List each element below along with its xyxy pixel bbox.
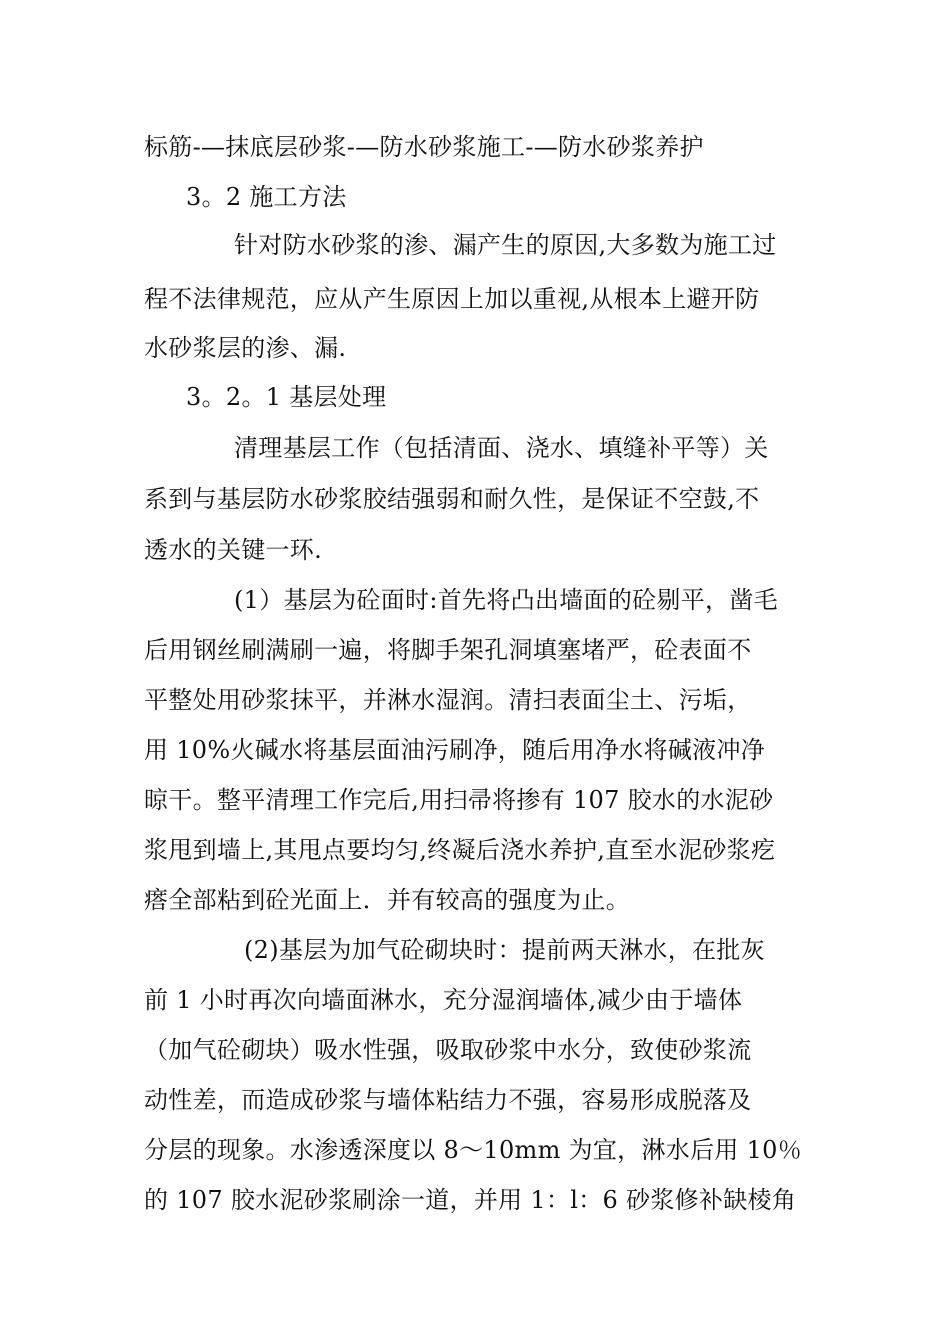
text-line: 系到与基层防水砂浆胶结强弱和耐久性，是保证不空鼓,不 (144, 485, 760, 513)
text-line-process-flow: 标筋-—抹底层砂浆-—防水砂浆施工-—防水砂浆养护 (144, 133, 704, 161)
text-line: 瘩全部粘到砼光面上．并有较高的强度为止。 (144, 886, 630, 914)
text-line: 平整处用砂浆抹平，并淋水湿润。清扫表面尘土、污垢， (144, 686, 752, 714)
text-line: 清理基层工作（包括清面、浇水、填缝补平等）关 (234, 434, 769, 462)
text-line: 动性差，而造成砂浆与墙体粘结力不强，容易形成脱落及 (144, 1086, 752, 1114)
text-line-item-2: (2)基层为加气砼砌块时：提前两天淋水，在批灰 (244, 936, 765, 964)
text-line: 浆甩到墙上,其甩点要均匀,终凝后浇水养护,直至水泥砂浆疙 (144, 836, 776, 864)
text-line: 前 1 小时再次向墙面淋水，充分湿润墙体,减少由于墙体 (144, 986, 743, 1014)
text-line: （加气砼砌块）吸水性强，吸取砂浆中水分，致使砂浆流 (144, 1036, 752, 1064)
text-line: 后用钢丝刷满刷一遍，将脚手架孔洞填塞堵严，砼表面不 (144, 636, 752, 664)
text-line: 分层的现象。水渗透深度以 8～10mm 为宜，淋水后用 10％ (144, 1136, 803, 1164)
text-line: 的 107 胶水泥砂浆刷涂一道，并用 1：l：6 砂浆修补缺棱角 (144, 1186, 797, 1214)
text-line: 水砂浆层的渗、漏. (144, 334, 347, 362)
heading-base-treatment: 3。2。1 基层处理 (186, 383, 387, 411)
text-line: 用 10%火碱水将基层面油污刷净，随后用净水将碱液冲净 (144, 736, 766, 764)
text-line: 程不法律规范，应从产生原因上加以重视,从根本上避开防 (144, 285, 760, 313)
text-line-item-1: (1）基层为砼面时:首先将凸出墙面的砼剔平，凿毛 (234, 586, 778, 614)
heading-construction-method: 3。2 施工方法 (186, 183, 347, 211)
text-line: 透水的关键一环. (144, 536, 323, 564)
text-line: 针对防水砂浆的渗、漏产生的原因,大多数为施工过 (234, 231, 777, 259)
text-line: 晾干。整平清理工作完后,用扫帚将掺有 107 胶水的水泥砂 (144, 786, 774, 814)
